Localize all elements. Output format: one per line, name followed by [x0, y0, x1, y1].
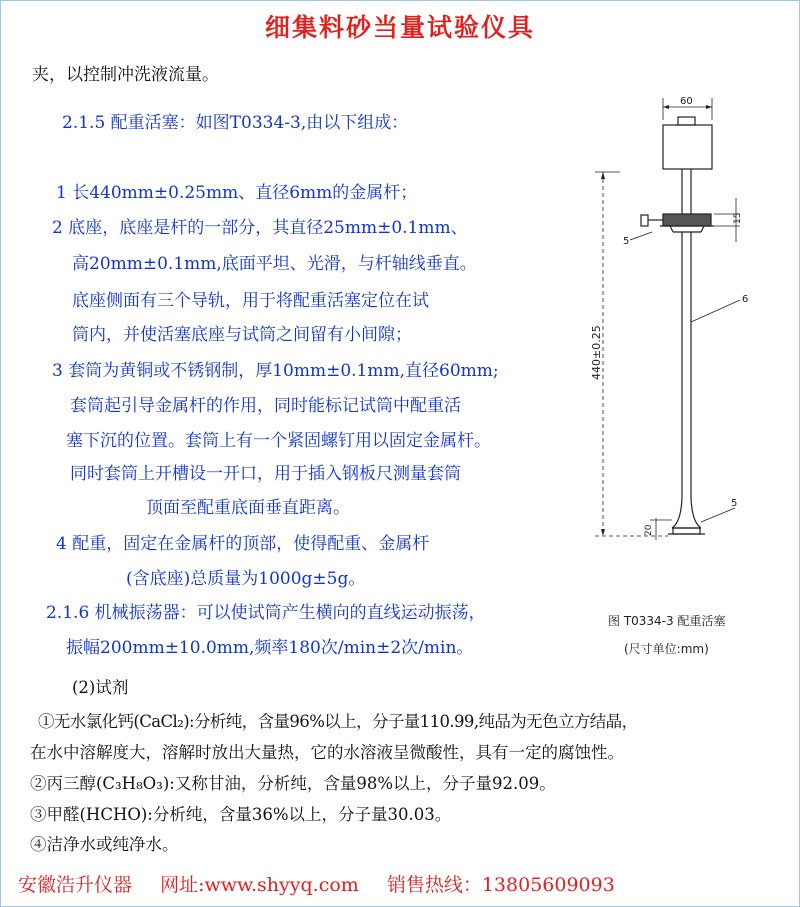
label-6: 6: [742, 294, 749, 305]
label-5-lower: 5: [731, 498, 738, 509]
section-215-heading: 2.1.5 配重活塞：如图T0334-3,由以下组成：: [62, 113, 409, 133]
section-215-line: 筒内，并使活塞底座与试筒之间留有小间隙；: [72, 325, 412, 345]
dim-base: 20: [644, 524, 654, 536]
section-215-line: 3 套筒为黄铜或不锈钢制，厚10mm±0.1mm,直径60mm;: [52, 361, 499, 381]
dim-top-width: 60: [680, 96, 693, 107]
footer-website[interactable]: 网址:www.shyyq.com: [160, 874, 359, 896]
dim-total-length: 440±0.25: [590, 325, 603, 380]
section-215-line: 2 底座，底座是杆的一部分，其直径25mm±0.1mm、: [52, 218, 468, 238]
reagent-item-1: ①无水氯化钙(CaCl₂):分析纯，含量96%以上，分子量110.99,纯品为无色立方结晶，: [38, 712, 638, 731]
dim-sleeve: 15: [733, 212, 743, 224]
page-title: 细集料砂当量试验仪具: [264, 13, 535, 42]
section-215-line: 顶面至配重底面垂直距离。: [146, 498, 350, 518]
footer-company: 安徽浩升仪器: [18, 874, 133, 896]
section-215-line: 塞下沉的位置。套筒上有一个紧固螺钉用以固定金属杆。: [66, 431, 491, 451]
intro-line: 夹，以控制冲洗液流量。: [32, 65, 219, 85]
section-215-line: 底座侧面有三个导轨，用于将配重活塞定位在试: [72, 291, 429, 311]
figure-unit-note: (尺寸单位:mm): [624, 642, 709, 656]
section-215-line: 套筒起引导金属杆的作用，同时能标记试筒中配重活: [70, 396, 461, 416]
reagent-item-2: ②丙三醇(C₃H₈O₃):又称甘油，分析纯，含量98%以上，分子量92.09。: [30, 774, 556, 793]
section-215-line: (含底座)总质量为1000g±5g。: [126, 569, 366, 589]
reagent-item-4: ④洁净水或纯净水。: [30, 835, 179, 854]
weighted-piston-diagram: [590, 90, 780, 560]
section-215-line: 4 配重，固定在金属杆的顶部，使得配重、金属杆: [56, 534, 430, 554]
footer-hotline: 销售热线：13805609093: [386, 874, 615, 896]
section-216-line: 振幅200mm±10.0mm,频率180次/min±2次/min。: [66, 638, 474, 658]
reagent-item-1-cont: 在水中溶解度大，溶解时放出大量热，它的水溶液呈微酸性，具有一定的腐蚀性。: [30, 743, 624, 762]
section-215-line: 高20mm±0.1mm,底面平坦、光滑，与杆轴线垂直。: [72, 254, 477, 274]
reagent-item-3: ③甲醛(HCHO):分析纯，含量36%以上，分子量30.03。: [30, 805, 452, 824]
section-215-line: 同时套筒上开槽设一开口，用于插入钢板尺测量套筒: [70, 464, 461, 484]
section-216-heading: 2.1.6 机械振荡器：可以使试筒产生横向的直线运动振荡，: [46, 603, 486, 623]
section-215-line: 1 长440mm±0.25mm、直径6mm的金属杆；: [56, 183, 418, 203]
reagents-heading: (2)试剂: [72, 678, 129, 697]
footer: [18, 870, 615, 897]
label-5-upper: 5: [623, 236, 630, 247]
figure-caption: 图 T0334-3 配重活塞: [608, 614, 726, 628]
